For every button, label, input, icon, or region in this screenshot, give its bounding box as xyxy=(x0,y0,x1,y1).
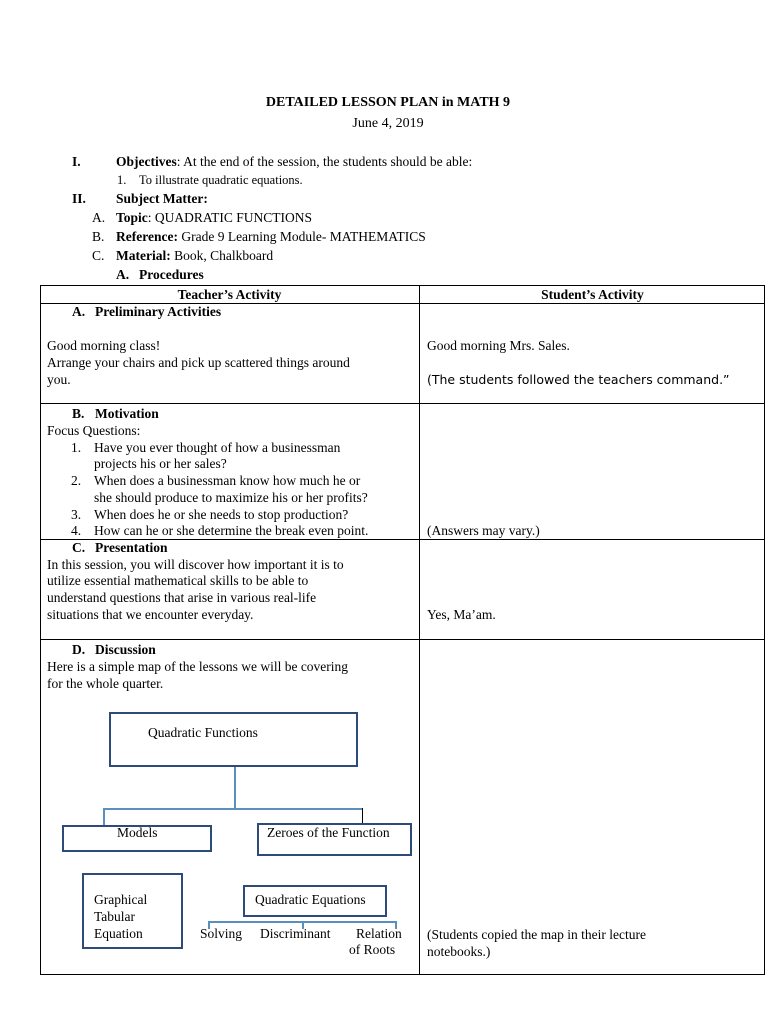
quadratic-equations-label: Quadratic Equations xyxy=(255,892,366,907)
material-label: Material: xyxy=(116,248,171,263)
discussion-title: Discussion xyxy=(95,642,156,657)
topic-label: Topic xyxy=(116,210,148,225)
motivation-letter: B. xyxy=(72,406,85,421)
material-text: Book, Chalkboard xyxy=(170,248,274,263)
activity-table xyxy=(40,285,765,975)
graphical-label: Graphical xyxy=(94,892,148,907)
presentation-title: Presentation xyxy=(95,540,168,555)
row-divider-discussion xyxy=(40,639,765,640)
zeroes-label: Zeroes of the Function xyxy=(267,825,390,840)
question-3: When does he or she needs to stop production? xyxy=(94,507,349,522)
equation-label: Equation xyxy=(94,926,143,941)
discussion-student-answer-line-1: (Students copied the map in their lecture xyxy=(427,927,646,942)
discussion-line-2: for the whole quarter. xyxy=(47,676,164,691)
procedures-heading: Procedures xyxy=(139,267,204,282)
table-column-divider xyxy=(419,285,420,975)
question-2-line-2: she should produce to maximize his or her profits? xyxy=(94,490,368,505)
focus-questions-label: Focus Questions: xyxy=(47,423,141,438)
reference-text: Grade 9 Learning Module- MATHEMATICS xyxy=(177,229,426,244)
material-letter: C. xyxy=(92,248,105,263)
relation-label-line-1: Relation xyxy=(356,926,402,941)
outline-ii-number: II. xyxy=(72,191,86,206)
presentation-line-2: utilize essential mathematical skills to be able to xyxy=(47,573,309,588)
objectives-text: : At the end of the session, the students should be able: xyxy=(176,154,473,169)
question-1-line-2: projects his or her sales? xyxy=(94,456,227,471)
question-2-line-1: When does a businessman know how much he or xyxy=(94,473,361,488)
prelim-letter: A. xyxy=(72,304,86,319)
tabular-label: Tabular xyxy=(94,909,136,924)
topic-letter: A. xyxy=(92,210,106,225)
question-3-number: 3. xyxy=(71,507,82,522)
prelim-student-line-2: (The students followed the teachers command.” xyxy=(427,372,730,387)
concept-root-label: Quadratic Functions xyxy=(148,725,258,740)
reference-line xyxy=(116,229,426,245)
models-connector xyxy=(103,808,105,826)
prelim-teacher-line-2: Arrange your chairs and pick up scattered things around xyxy=(47,355,350,370)
reference-label: Reference: xyxy=(116,229,178,244)
topic-line xyxy=(116,210,312,226)
discussion-letter: D. xyxy=(72,642,86,657)
discussion-student-answer-line-2: notebooks.) xyxy=(427,944,491,959)
question-4: How can he or she determine the break even point. xyxy=(94,523,369,538)
subject-matter-heading: Subject Matter: xyxy=(116,191,208,206)
document-date: June 4, 2019 xyxy=(352,116,424,131)
question-1-line-1: Have you ever thought of how a businessman xyxy=(94,440,341,455)
document-title: DETAILED LESSON PLAN in MATH 9 xyxy=(265,95,511,110)
prelim-title: Preliminary Activities xyxy=(95,304,222,319)
reference-letter: B. xyxy=(92,229,105,244)
models-label: Models xyxy=(117,825,158,840)
motivation-title: Motivation xyxy=(95,406,159,421)
prelim-teacher-line-3: you. xyxy=(47,372,71,387)
relation-label-line-2: of Roots xyxy=(349,942,396,957)
prelim-student-line-1: Good morning Mrs. Sales. xyxy=(427,338,570,353)
presentation-line-4: situations that we encounter everyday. xyxy=(47,607,254,622)
objective-1-text: To illustrate quadratic equations. xyxy=(139,173,303,187)
branch-connector-horizontal xyxy=(103,808,363,810)
question-2-number: 2. xyxy=(71,473,82,488)
presentation-student-answer: Yes, Ma’am. xyxy=(427,607,496,622)
solving-label: Solving xyxy=(200,926,243,941)
question-1-number: 1. xyxy=(71,440,82,455)
motivation-student-answer: (Answers may vary.) xyxy=(427,523,540,538)
prelim-teacher-line-1: Good morning class! xyxy=(47,338,161,353)
procedures-letter: A. xyxy=(116,267,130,282)
discriminant-label: Discriminant xyxy=(260,926,331,941)
objectives-line xyxy=(116,154,472,170)
topic-text: : QUADRATIC FUNCTIONS xyxy=(147,210,313,225)
material-line xyxy=(116,248,273,264)
question-4-number: 4. xyxy=(71,523,82,538)
student-activity-header: Student’s Activity xyxy=(541,287,644,302)
presentation-line-1: In this session, you will discover how important it is to xyxy=(47,557,344,572)
discussion-line-1: Here is a simple map of the lessons we will be covering xyxy=(47,659,349,674)
objectives-label: Objectives xyxy=(116,154,177,169)
presentation-letter: C. xyxy=(72,540,86,555)
teacher-activity-header: Teacher’s Activity xyxy=(177,287,282,302)
objective-1-number: 1. xyxy=(117,173,127,187)
row-divider-motivation xyxy=(40,403,765,404)
root-connector-vertical xyxy=(234,767,236,809)
outline-i-number: I. xyxy=(72,154,81,169)
presentation-line-3: understand questions that arise in various real-life xyxy=(47,590,317,605)
